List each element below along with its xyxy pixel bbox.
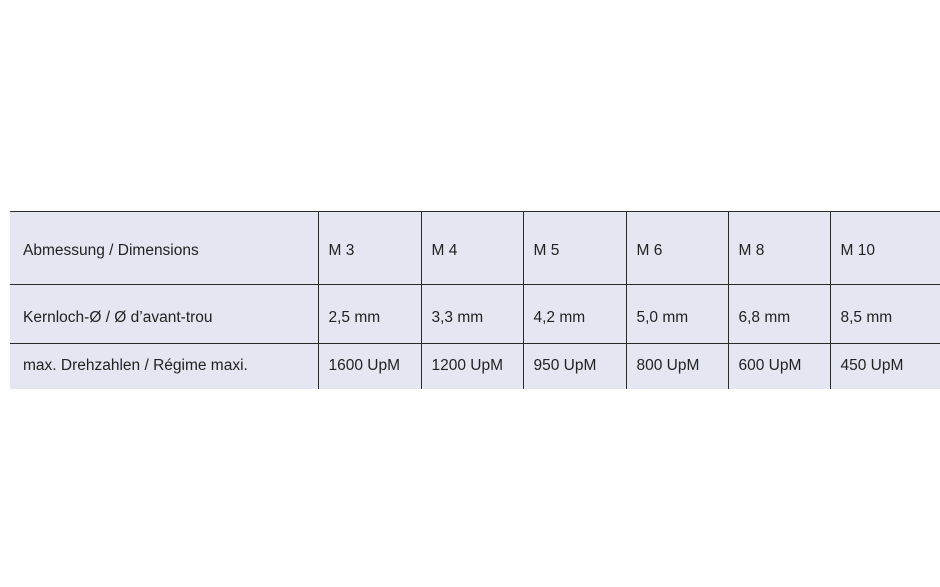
- value-cell: 3,3 mm: [421, 285, 523, 344]
- row-label-dimensions: Abmessung / Dimensions: [10, 212, 318, 285]
- size-cell: M 6: [626, 212, 728, 285]
- table-row-dimensions: [10, 212, 940, 285]
- size-cell: M 8: [728, 212, 830, 285]
- row-label-core-hole: Kernloch-Ø / Ø d’avant-trou: [10, 285, 318, 344]
- table-row-max-speed: [10, 344, 940, 390]
- size-cell: M 10: [830, 212, 940, 285]
- value-cell: 1600 UpM: [318, 344, 421, 390]
- value-cell: 600 UpM: [728, 344, 830, 390]
- value-cell: 2,5 mm: [318, 285, 421, 344]
- table-row-core-hole: [10, 285, 940, 344]
- size-cell: M 5: [523, 212, 626, 285]
- row-label-max-speed: max. Drehzahlen / Régime maxi.: [23, 356, 248, 374]
- value-cell: 800 UpM: [626, 344, 728, 390]
- value-cell: 450 UpM: [830, 344, 940, 390]
- value-cell: 1200 UpM: [421, 344, 523, 390]
- size-cell: M 4: [421, 212, 523, 285]
- spec-table: [10, 211, 940, 389]
- value-cell: 8,5 mm: [830, 285, 940, 344]
- value-cell: 950 UpM: [523, 344, 626, 390]
- value-cell: 6,8 mm: [728, 285, 830, 344]
- value-cell: 4,2 mm: [523, 285, 626, 344]
- size-cell: M 3: [318, 212, 421, 285]
- value-cell: 5,0 mm: [626, 285, 728, 344]
